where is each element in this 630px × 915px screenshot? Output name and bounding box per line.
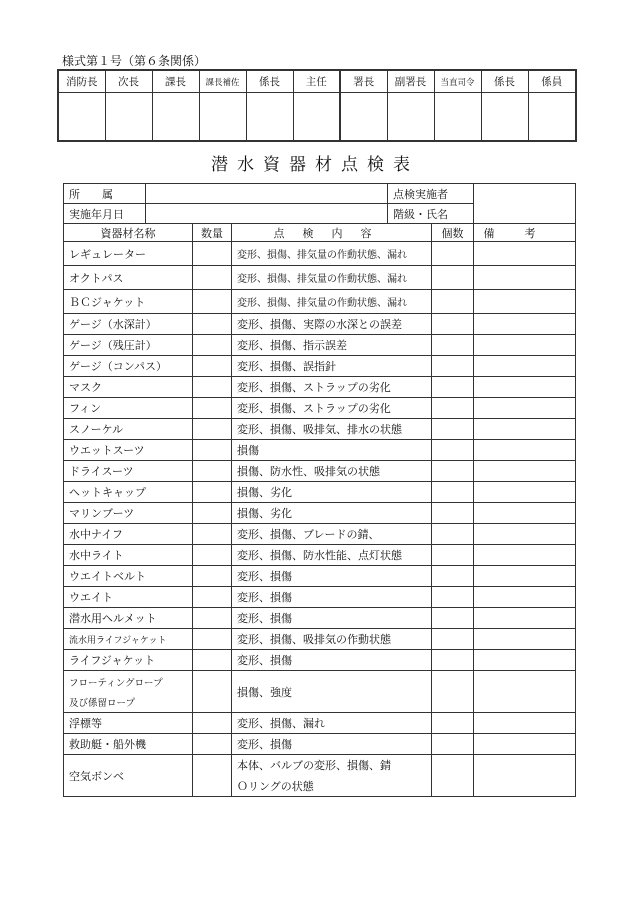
inspection-content-text: 損傷 xyxy=(237,444,259,457)
approval-header: 係長 xyxy=(246,70,293,93)
inspection-row xyxy=(64,377,576,398)
page-title: 潜水資器材点検表 xyxy=(211,155,419,175)
equipment-name-text: 水中ライト xyxy=(69,549,124,562)
quantity-cell[interactable] xyxy=(193,440,232,461)
inspection-content xyxy=(232,566,432,587)
remarks-cell[interactable] xyxy=(474,398,576,419)
approval-header: 課長補佐 xyxy=(199,70,246,93)
quantity-cell[interactable] xyxy=(193,524,232,545)
col-header-count: 個数 xyxy=(432,224,474,242)
equipment-name-text: スノーケル xyxy=(69,423,124,436)
remarks-cell[interactable] xyxy=(474,290,576,314)
equipment-name xyxy=(64,335,193,356)
approval-header: 次長 xyxy=(105,70,152,93)
equipment-name xyxy=(64,398,193,419)
inspection-row xyxy=(64,356,576,377)
quantity-cell[interactable] xyxy=(193,482,232,503)
inspection-row xyxy=(64,587,576,608)
inspection-content xyxy=(232,314,432,335)
inspection-content-text: 損傷、防水性、吸排気の状態 xyxy=(237,465,380,478)
remarks-cell[interactable] xyxy=(474,242,576,266)
inspection-row xyxy=(64,290,576,314)
count-cell[interactable] xyxy=(432,671,474,713)
remarks-cell[interactable] xyxy=(474,266,576,290)
remarks-cell[interactable] xyxy=(474,734,576,755)
equipment-name xyxy=(64,629,193,650)
inspection-content xyxy=(232,671,432,713)
inspection-row xyxy=(64,713,576,734)
remarks-cell[interactable] xyxy=(474,524,576,545)
equipment-name-text: ウエイトベルト xyxy=(69,570,146,583)
stamp-cell[interactable] xyxy=(152,93,199,142)
quantity-cell[interactable] xyxy=(193,671,232,713)
equipment-name xyxy=(64,713,193,734)
quantity-cell[interactable] xyxy=(193,566,232,587)
inspection-content-text: 変形、損傷 xyxy=(237,654,292,667)
inspection-content-text: 変形、損傷、ブレードの錆、 xyxy=(237,528,380,541)
inspection-row xyxy=(64,335,576,356)
count-cell[interactable] xyxy=(432,545,474,566)
inspection-content xyxy=(232,713,432,734)
remarks-cell[interactable] xyxy=(474,482,576,503)
equipment-name xyxy=(64,419,193,440)
count-cell[interactable] xyxy=(432,377,474,398)
inspection-row xyxy=(64,503,576,524)
count-cell[interactable] xyxy=(432,755,474,797)
quantity-cell[interactable] xyxy=(193,290,232,314)
equipment-name xyxy=(64,266,193,290)
inspection-content-text: 変形、損傷、排気量の作動状態、漏れ xyxy=(237,274,407,285)
equipment-name xyxy=(64,566,193,587)
inspection-content-text: 変形、損傷、防水性能、点灯状態 xyxy=(237,549,402,562)
approval-header: 副署長 xyxy=(387,70,434,93)
info-row-1 xyxy=(64,184,576,204)
approval-header: 係員 xyxy=(528,70,576,93)
inspection-content xyxy=(232,419,432,440)
inspection-content-text: 変形、損傷、排気量の作動状態、漏れ xyxy=(237,298,407,309)
inspection-rows xyxy=(64,242,576,797)
count-cell[interactable] xyxy=(432,734,474,755)
equipment-name-text: マリンブーツ xyxy=(69,507,135,520)
approval-header: 係長 xyxy=(481,70,528,93)
inspection-row xyxy=(64,566,576,587)
inspection-content xyxy=(232,650,432,671)
count-cell[interactable] xyxy=(432,587,474,608)
inspection-row xyxy=(64,419,576,440)
remarks-cell[interactable] xyxy=(474,671,576,713)
approval-stamp-table xyxy=(57,69,577,142)
inspection-content xyxy=(232,377,432,398)
inspection-content xyxy=(232,587,432,608)
equipment-name-text: ゲージ（水深計） xyxy=(69,318,157,331)
inspection-content-text: 変形、損傷、吸排気、排水の状態 xyxy=(237,423,402,436)
quantity-cell[interactable] xyxy=(193,377,232,398)
inspection-content xyxy=(232,461,432,482)
count-cell[interactable] xyxy=(432,608,474,629)
equipment-name xyxy=(64,734,193,755)
equipment-name xyxy=(64,482,193,503)
count-cell[interactable] xyxy=(432,461,474,482)
inspection-content-text: 変形、損傷、漏れ xyxy=(237,717,325,730)
inspection-content xyxy=(232,398,432,419)
count-cell[interactable] xyxy=(432,650,474,671)
stamp-cell[interactable] xyxy=(481,93,528,142)
equipment-name xyxy=(64,587,193,608)
quantity-cell[interactable] xyxy=(193,755,232,797)
remarks-cell[interactable] xyxy=(474,440,576,461)
inspection-content xyxy=(232,545,432,566)
remarks-cell[interactable] xyxy=(474,587,576,608)
rank-label: 階級・氏名 xyxy=(388,204,474,224)
equipment-name-text: フィン xyxy=(69,402,102,415)
inspection-row xyxy=(64,461,576,482)
date-label: 実施年月日 xyxy=(64,204,146,224)
equipment-name-text: ドライスーツ xyxy=(69,465,134,478)
date-value[interactable] xyxy=(146,204,388,224)
inspection-content xyxy=(232,242,432,266)
equipment-name-text: 浮標等 xyxy=(69,717,102,730)
inspection-row xyxy=(64,524,576,545)
remarks-cell[interactable] xyxy=(474,377,576,398)
equipment-name xyxy=(64,290,193,314)
stamp-cell[interactable] xyxy=(199,93,246,142)
quantity-cell[interactable] xyxy=(193,713,232,734)
stamp-cell[interactable] xyxy=(387,93,434,142)
inspection-content xyxy=(232,335,432,356)
count-cell[interactable] xyxy=(432,629,474,650)
equipment-name xyxy=(64,440,193,461)
inspection-content xyxy=(232,266,432,290)
col-header-name: 資器材名称 xyxy=(64,224,193,242)
inspection-content-text: 変形、損傷、ストラップの劣化 xyxy=(237,381,391,394)
quantity-cell[interactable] xyxy=(193,419,232,440)
column-header-row xyxy=(64,224,576,242)
inspection-content-text: 損傷、強度 xyxy=(237,685,292,699)
count-cell[interactable] xyxy=(432,290,474,314)
equipment-name-text: ウエットスーツ xyxy=(69,444,145,457)
quantity-cell[interactable] xyxy=(193,242,232,266)
approval-header: 当直司令 xyxy=(434,70,481,93)
equipment-name-text: ウエイト xyxy=(69,591,113,604)
equipment-name xyxy=(64,755,193,797)
inspection-content xyxy=(232,356,432,377)
quantity-cell[interactable] xyxy=(193,650,232,671)
equipment-name xyxy=(64,377,193,398)
remarks-cell[interactable] xyxy=(474,419,576,440)
count-cell[interactable] xyxy=(432,482,474,503)
inspection-row xyxy=(64,242,576,266)
count-cell[interactable] xyxy=(432,266,474,290)
inspection-table xyxy=(63,183,576,797)
inspection-content-text-line2: Ｏリングの状態 xyxy=(237,780,314,793)
inspection-content-text: 変形、損傷、誤指針 xyxy=(237,360,336,373)
inspection-row xyxy=(64,734,576,755)
equipment-name-text: レギュレーター xyxy=(69,247,146,261)
count-cell[interactable] xyxy=(432,524,474,545)
inspection-content xyxy=(232,629,432,650)
stamp-cell[interactable] xyxy=(105,93,152,142)
col-header-qty: 数量 xyxy=(193,224,232,242)
approval-header-row xyxy=(58,70,576,93)
equipment-name-text: オクトパス xyxy=(69,271,124,285)
inspection-row xyxy=(64,608,576,629)
inspection-content-text: 変形、損傷、排気量の作動状態、漏れ xyxy=(237,250,407,261)
approval-header: 消防長 xyxy=(58,70,105,93)
equipment-name-text: ライフジャケット xyxy=(69,654,156,667)
equipment-name xyxy=(64,461,193,482)
inspection-row xyxy=(64,755,576,797)
inspection-row xyxy=(64,545,576,566)
count-cell[interactable] xyxy=(432,440,474,461)
equipment-name xyxy=(64,608,193,629)
quantity-cell[interactable] xyxy=(193,356,232,377)
place-value[interactable] xyxy=(146,184,388,204)
remarks-cell[interactable] xyxy=(474,713,576,734)
inspection-row xyxy=(64,629,576,650)
equipment-name xyxy=(64,545,193,566)
stamp-cell[interactable] xyxy=(434,93,481,142)
equipment-name-text: 水中ナイフ xyxy=(69,528,123,541)
equipment-name-text: ゲージ（残圧計） xyxy=(69,339,157,352)
stamp-cell[interactable] xyxy=(340,93,387,142)
quantity-cell[interactable] xyxy=(193,734,232,755)
remarks-cell[interactable] xyxy=(474,356,576,377)
quantity-cell[interactable] xyxy=(193,545,232,566)
equipment-name xyxy=(64,314,193,335)
equipment-name xyxy=(64,650,193,671)
remarks-cell[interactable] xyxy=(474,335,576,356)
inspection-content-text: 変形、損傷、実際の水深との誤差 xyxy=(237,318,402,331)
stamp-cell[interactable] xyxy=(293,93,340,142)
inspection-content xyxy=(232,608,432,629)
equipment-name-text: ＢＣジャケット xyxy=(69,295,146,309)
approval-stamp-row xyxy=(58,93,576,142)
equipment-name-text: マスク xyxy=(69,381,102,394)
approval-header: 課長 xyxy=(152,70,199,93)
inspection-content-text: 本体、バルブの変形、損傷、錆 xyxy=(237,759,391,772)
quantity-cell[interactable] xyxy=(193,314,232,335)
remarks-cell[interactable] xyxy=(474,545,576,566)
quantity-cell[interactable] xyxy=(193,266,232,290)
inspection-row xyxy=(64,482,576,503)
remarks-cell[interactable] xyxy=(474,629,576,650)
inspection-row xyxy=(64,314,576,335)
quantity-cell[interactable] xyxy=(193,629,232,650)
count-cell[interactable] xyxy=(432,314,474,335)
inspection-content xyxy=(232,440,432,461)
inspection-row xyxy=(64,398,576,419)
remarks-cell[interactable] xyxy=(474,503,576,524)
stamp-cell[interactable] xyxy=(528,93,576,142)
inspection-content xyxy=(232,755,432,797)
inspection-content-text: 変形、損傷、ストラップの劣化 xyxy=(237,402,391,415)
inspection-content-text: 変形、損傷 xyxy=(237,738,292,751)
equipment-name xyxy=(64,356,193,377)
col-header-content: 点検内容 xyxy=(232,224,432,242)
count-cell[interactable] xyxy=(432,419,474,440)
count-cell[interactable] xyxy=(432,398,474,419)
count-cell[interactable] xyxy=(432,335,474,356)
inspection-content xyxy=(232,482,432,503)
equipment-name-text: ヘットキャップ xyxy=(69,486,146,499)
inspection-content xyxy=(232,524,432,545)
equipment-name-text: 救助艇・船外機 xyxy=(69,738,146,751)
count-cell[interactable] xyxy=(432,713,474,734)
remarks-cell[interactable] xyxy=(474,608,576,629)
remarks-cell[interactable] xyxy=(474,461,576,482)
remarks-cell[interactable] xyxy=(474,566,576,587)
inspection-content-text: 変形、損傷 xyxy=(237,612,292,625)
stamp-cell[interactable] xyxy=(246,93,293,142)
equipment-name xyxy=(64,671,193,713)
remarks-cell[interactable] xyxy=(474,755,576,797)
inspection-row xyxy=(64,650,576,671)
form-number: 様式第１号（第６条関係） xyxy=(62,54,207,68)
inspection-content-text: 変形、損傷 xyxy=(237,570,292,583)
inspection-content xyxy=(232,290,432,314)
count-cell[interactable] xyxy=(432,356,474,377)
inspector-label: 点検実施者 xyxy=(388,184,474,204)
inspection-content-text: 変形、損傷、指示誤差 xyxy=(237,339,347,352)
equipment-name xyxy=(64,524,193,545)
inspection-row xyxy=(64,266,576,290)
equipment-name-text: フローティングロープ xyxy=(69,677,163,689)
quantity-cell[interactable] xyxy=(193,587,232,608)
approval-header: 署長 xyxy=(340,70,387,93)
quantity-cell[interactable] xyxy=(193,503,232,524)
quantity-cell[interactable] xyxy=(193,461,232,482)
inspection-row xyxy=(64,671,576,713)
place-label: 所 属 xyxy=(64,184,146,204)
inspection-content-text: 損傷、劣化 xyxy=(237,486,292,499)
inspection-content-text: 変形、損傷、吸排気の作動状態 xyxy=(237,633,391,646)
remarks-cell[interactable] xyxy=(474,314,576,335)
col-header-remarks: 備考 xyxy=(474,224,576,242)
equipment-name-text: 空気ボンベ xyxy=(69,769,124,783)
equipment-name-text: 潜水用ヘルメット xyxy=(69,612,157,625)
count-cell[interactable] xyxy=(432,566,474,587)
equipment-name-text: 流水用ライフジャケット xyxy=(69,635,167,646)
quantity-cell[interactable] xyxy=(193,335,232,356)
count-cell[interactable] xyxy=(432,503,474,524)
approval-header: 主任 xyxy=(293,70,340,93)
remarks-cell[interactable] xyxy=(474,650,576,671)
quantity-cell[interactable] xyxy=(193,608,232,629)
stamp-cell[interactable] xyxy=(58,93,105,142)
inspection-content xyxy=(232,734,432,755)
inspection-content-text: 変形、損傷 xyxy=(237,591,292,604)
equipment-name-text: ゲージ（コンパス） xyxy=(69,360,168,373)
equipment-name-text-line2: 及び係留ロープ xyxy=(69,697,136,709)
inspection-row xyxy=(64,440,576,461)
inspection-content xyxy=(232,503,432,524)
count-cell[interactable] xyxy=(432,242,474,266)
quantity-cell[interactable] xyxy=(193,398,232,419)
inspector-value[interactable] xyxy=(474,184,576,224)
inspection-content-text: 損傷、劣化 xyxy=(237,507,292,520)
equipment-name xyxy=(64,242,193,266)
equipment-name xyxy=(64,503,193,524)
